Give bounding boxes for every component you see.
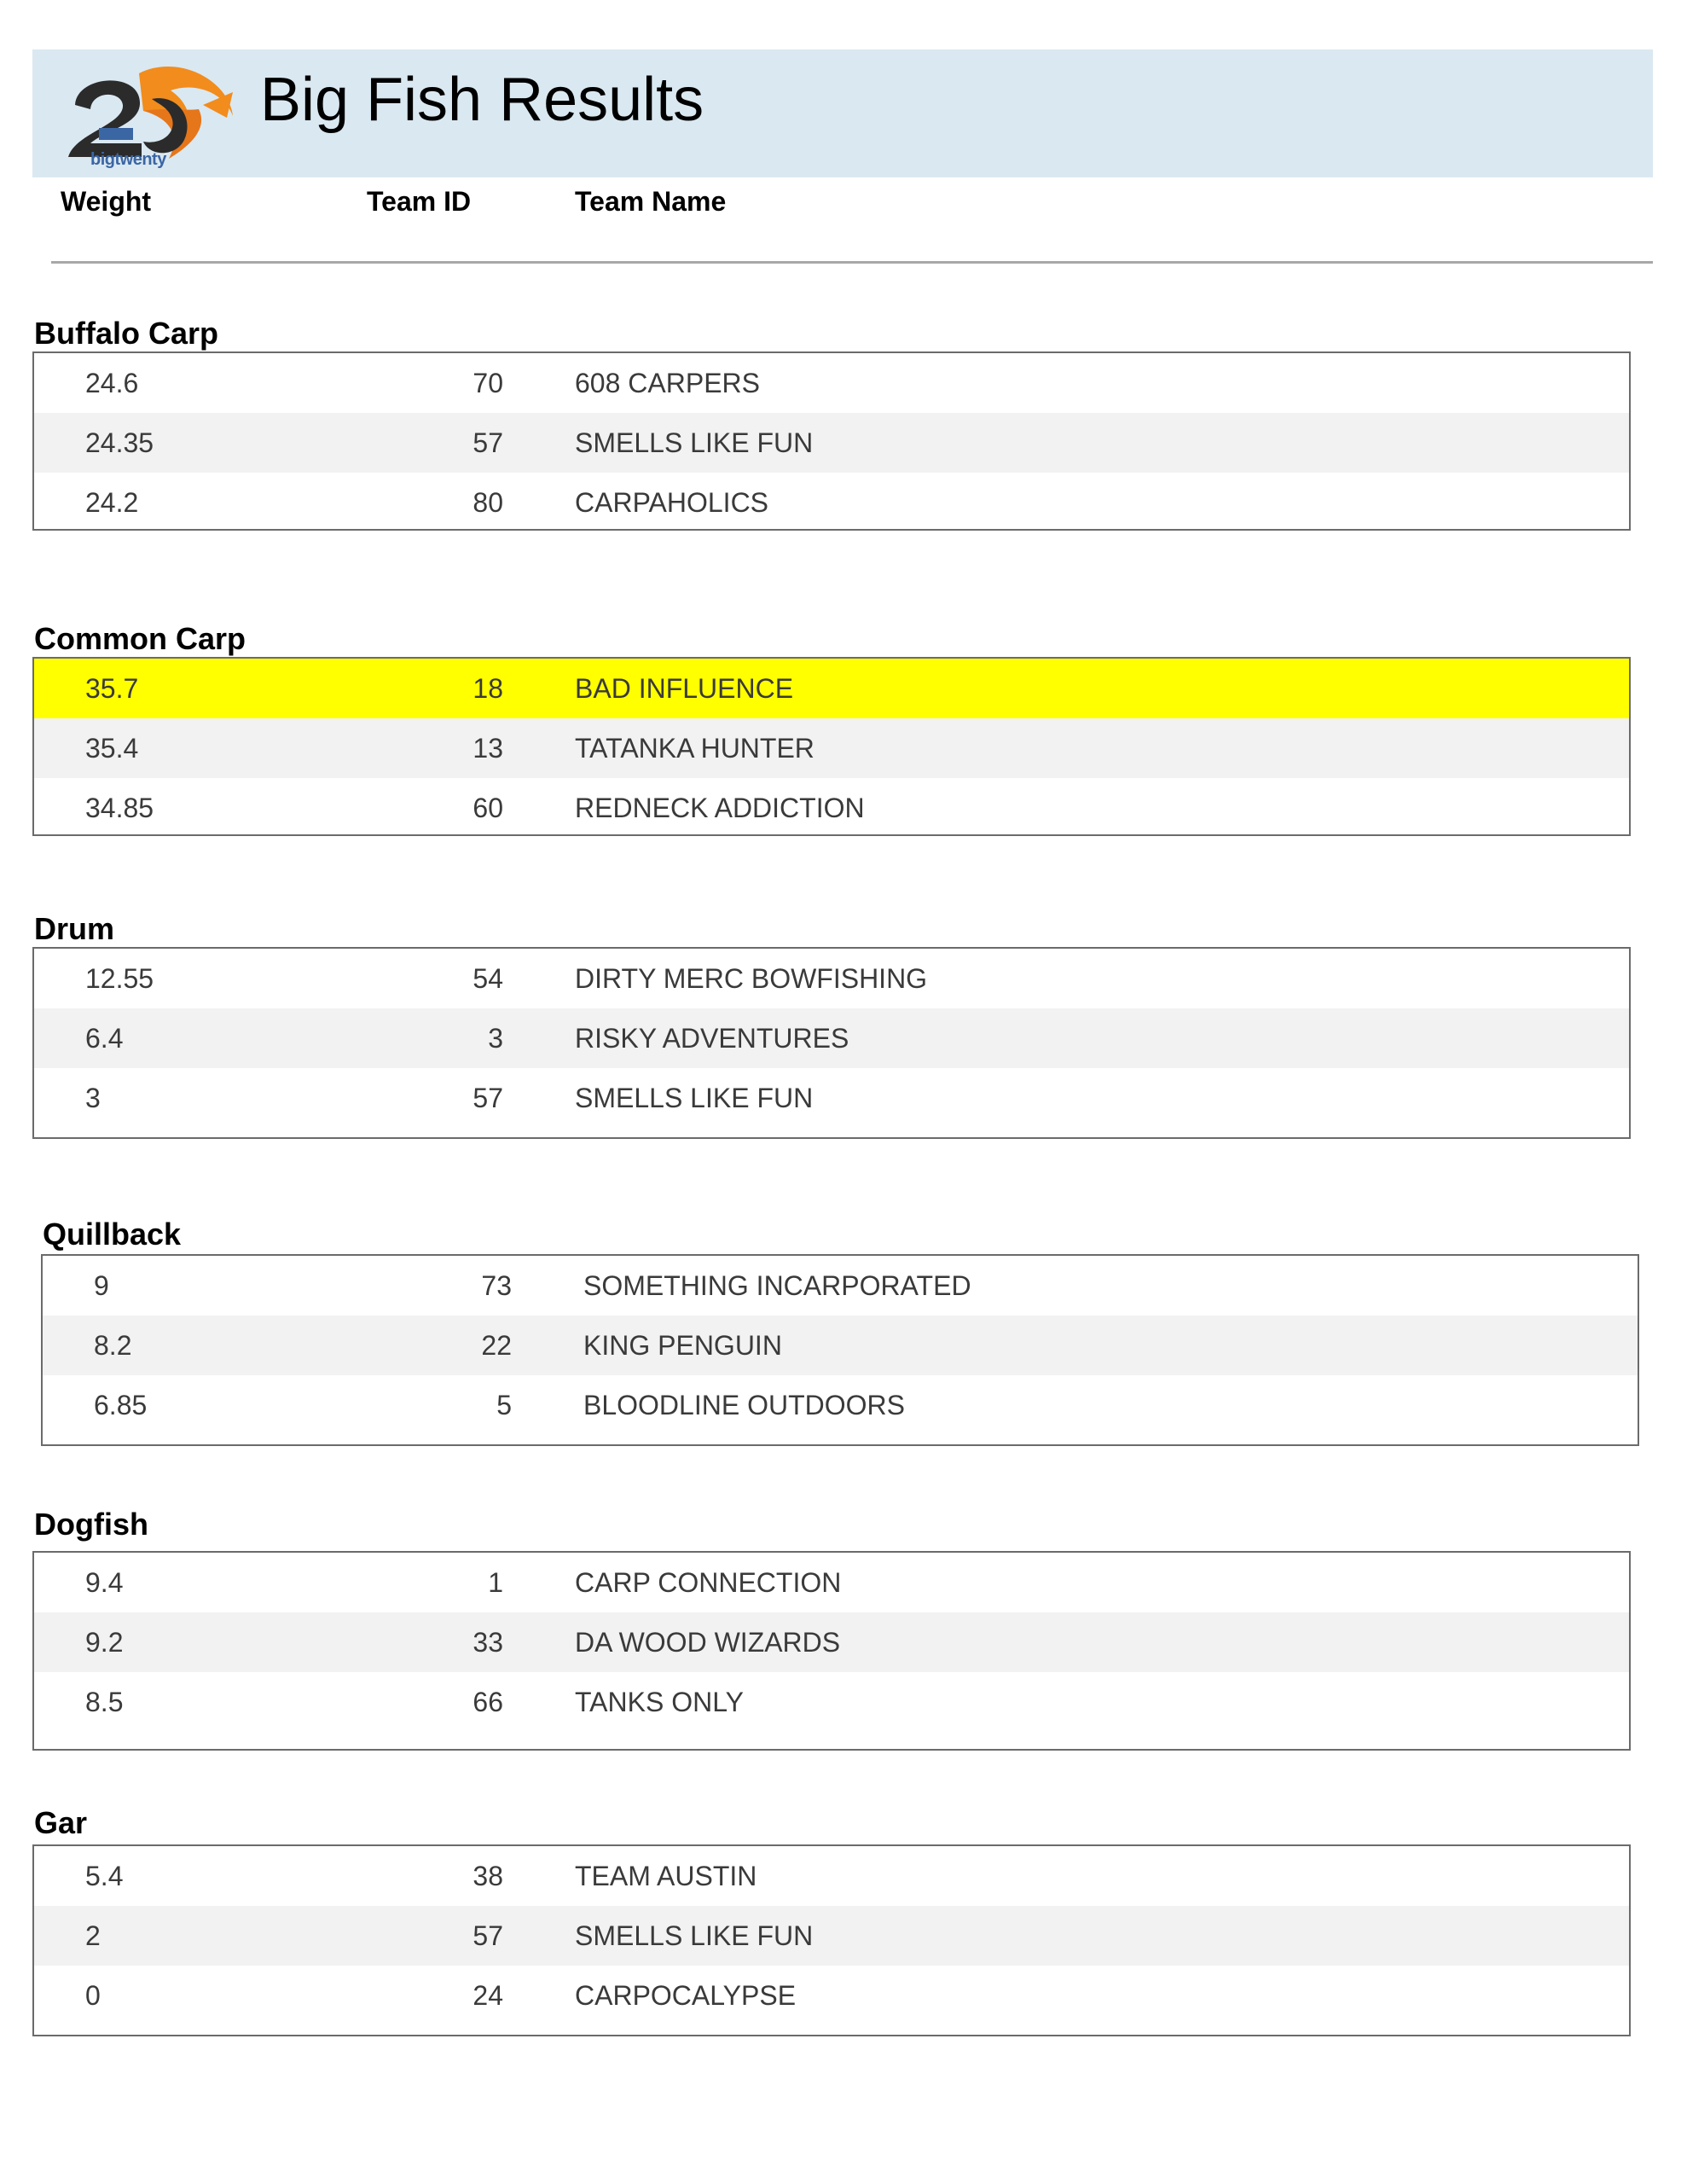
team-id-cell: 57 xyxy=(472,1083,503,1113)
team-name-cell: SMELLS LIKE FUN xyxy=(575,1920,814,1951)
section-title-quillback: Quillback xyxy=(43,1217,182,1252)
weight-cell: 35.7 xyxy=(85,673,139,704)
table-row xyxy=(34,778,1629,838)
team-id-cell: 5 xyxy=(496,1390,512,1420)
results-group-common-carp xyxy=(32,657,1631,836)
team-id-cell: 18 xyxy=(472,673,503,704)
team-id-cell: 60 xyxy=(472,793,503,823)
team-name-cell: TATANKA HUNTER xyxy=(575,733,815,764)
table-row xyxy=(34,1672,1629,1732)
weight-cell: 0 xyxy=(85,1980,101,2011)
table-row xyxy=(34,1906,1629,1966)
table-row xyxy=(34,413,1629,473)
weight-cell: 24.35 xyxy=(85,427,154,458)
results-group-dogfish xyxy=(32,1551,1631,1751)
results-group-quillback xyxy=(41,1254,1639,1446)
team-name-cell: SMELLS LIKE FUN xyxy=(575,1083,814,1113)
team-id-cell: 70 xyxy=(472,368,503,398)
header-banner xyxy=(32,49,1653,177)
weight-cell: 24.6 xyxy=(85,368,139,398)
weight-cell: 2 xyxy=(85,1920,101,1951)
team-name-cell: CARP CONNECTION xyxy=(575,1567,842,1598)
team-id-cell: 57 xyxy=(472,427,503,458)
team-name-cell: BAD INFLUENCE xyxy=(575,673,794,704)
table-row xyxy=(34,949,1629,1008)
table-row xyxy=(34,1966,1629,2025)
section-title-drum: Drum xyxy=(34,911,115,946)
table-row xyxy=(34,1612,1629,1672)
team-id-cell: 57 xyxy=(472,1920,503,1951)
section-title-gar: Gar xyxy=(34,1805,88,1840)
section-title-buffalo-carp: Buffalo Carp xyxy=(34,316,218,351)
weight-cell: 35.4 xyxy=(85,733,139,764)
team-id-cell: 38 xyxy=(472,1861,503,1891)
team-id-cell: 13 xyxy=(472,733,503,764)
team-name-cell: RISKY ADVENTURES xyxy=(575,1023,849,1054)
results-group-drum xyxy=(32,947,1631,1139)
table-row-highlighted xyxy=(34,659,1629,718)
table-row xyxy=(43,1375,1638,1435)
table-row xyxy=(34,1068,1629,1128)
team-id-cell: 54 xyxy=(472,963,503,994)
table-row xyxy=(43,1256,1638,1316)
table-row xyxy=(34,473,1629,532)
team-id-cell: 22 xyxy=(481,1330,512,1361)
team-name-cell: CARPOCALYPSE xyxy=(575,1980,797,2011)
column-header-weight: Weight xyxy=(61,186,152,217)
team-name-cell: REDNECK ADDICTION xyxy=(575,793,865,823)
section-title-dogfish: Dogfish xyxy=(34,1507,148,1542)
section-title-common-carp: Common Carp xyxy=(34,621,246,656)
weight-cell: 5.4 xyxy=(85,1861,124,1891)
weight-cell: 12.55 xyxy=(85,963,154,994)
team-name-cell: CARPAHOLICS xyxy=(575,487,769,518)
table-row xyxy=(34,1553,1629,1612)
weight-cell: 9.4 xyxy=(85,1567,124,1598)
team-id-cell: 66 xyxy=(472,1687,503,1717)
weight-cell: 8.2 xyxy=(94,1330,132,1361)
table-row xyxy=(43,1316,1638,1375)
header-divider xyxy=(51,261,1653,264)
weight-cell: 24.2 xyxy=(85,487,139,518)
team-id-cell: 73 xyxy=(481,1270,512,1301)
logo xyxy=(58,58,237,173)
team-id-cell: 1 xyxy=(488,1567,503,1598)
page-title: Big Fish Results xyxy=(260,66,704,134)
team-name-cell: BLOODLINE OUTDOORS xyxy=(583,1390,905,1420)
table-row xyxy=(34,353,1629,413)
table-row xyxy=(34,1008,1629,1068)
table-row xyxy=(34,1846,1629,1906)
team-id-cell: 24 xyxy=(472,1980,503,2011)
team-name-cell: DIRTY MERC BOWFISHING xyxy=(575,963,928,994)
logo-caption: bigtwenty xyxy=(90,150,166,169)
results-group-buffalo-carp xyxy=(32,351,1631,531)
weight-cell: 34.85 xyxy=(85,793,154,823)
team-id-cell: 33 xyxy=(472,1627,503,1658)
team-name-cell: SOMETHING INCARPORATED xyxy=(583,1270,971,1301)
team-name-cell: TANKS ONLY xyxy=(575,1687,744,1717)
weight-cell: 3 xyxy=(85,1083,101,1113)
table-row xyxy=(34,718,1629,778)
weight-cell: 8.5 xyxy=(85,1687,124,1717)
weight-cell: 9.2 xyxy=(85,1627,124,1658)
column-header-team-id: Team ID xyxy=(367,186,472,217)
team-name-cell: 608 CARPERS xyxy=(575,368,760,398)
weight-cell: 6.85 xyxy=(94,1390,148,1420)
results-group-gar xyxy=(32,1844,1631,2036)
team-name-cell: SMELLS LIKE FUN xyxy=(575,427,814,458)
team-id-cell: 3 xyxy=(488,1023,503,1054)
weight-cell: 6.4 xyxy=(85,1023,124,1054)
team-id-cell: 80 xyxy=(472,487,503,518)
team-name-cell: TEAM AUSTIN xyxy=(575,1861,757,1891)
weight-cell: 9 xyxy=(94,1270,109,1301)
column-header-team-name: Team Name xyxy=(575,186,727,217)
team-name-cell: KING PENGUIN xyxy=(583,1330,782,1361)
team-name-cell: DA WOOD WIZARDS xyxy=(575,1627,841,1658)
